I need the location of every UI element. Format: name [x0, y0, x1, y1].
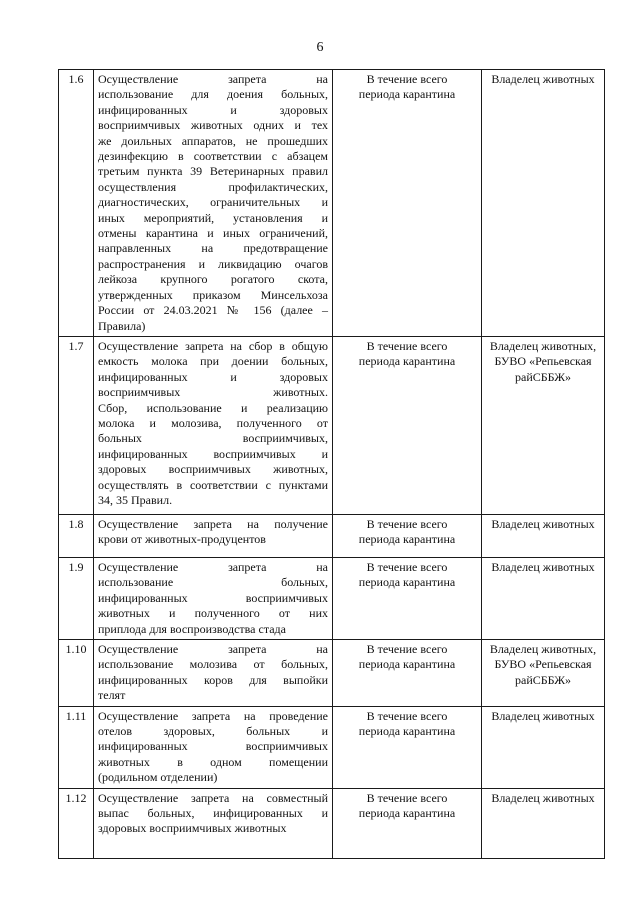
measure-description: [94, 70, 333, 337]
measure-term: [333, 639, 482, 706]
description-line: Правила): [98, 318, 146, 333]
measures-table-body: [59, 70, 605, 859]
description-line: утвержденных приказом Минсельхоза: [98, 287, 328, 302]
description-line: здоровых восприимчивых животных: [98, 821, 287, 836]
description-line: Сбор, использование и реализацию: [98, 400, 328, 415]
measure-term: [333, 706, 482, 788]
row-number: 1.9: [59, 557, 94, 639]
responsible-line: райСББЖ»: [515, 369, 571, 384]
term-line: периода карантина: [358, 657, 456, 672]
description-line: восприимчивых животных.: [98, 385, 328, 400]
measure-description: [94, 706, 333, 788]
responsible-line: Владелец животных: [491, 516, 595, 531]
term-line: В течение всего: [366, 641, 448, 656]
description-line: диагностических, ограничительных и: [98, 195, 328, 210]
term-line: периода карантина: [358, 723, 456, 738]
row-number: 1.6: [59, 70, 94, 337]
responsible-line: Владелец животных: [491, 72, 595, 86]
description-line: емкость молока при доении больных,: [98, 354, 328, 369]
measure-responsible: [482, 557, 605, 639]
description-line: иных мероприятий, установления и: [98, 210, 328, 225]
responsible-line: Владелец животных,: [489, 338, 597, 353]
description-line: Осуществление запрета на получение: [98, 516, 328, 531]
row-number: 1.8: [59, 514, 94, 557]
description-line: же доильных аппаратов, не прошедших: [98, 133, 328, 148]
description-line: отмены карантина и иных ограничений,: [98, 226, 328, 241]
row-number: 1.7: [59, 336, 94, 514]
term-line: периода карантина: [358, 87, 456, 102]
description-line: (родильном отделении): [98, 770, 218, 785]
term-line: периода карантина: [358, 354, 456, 369]
description-line: инфицированных и здоровых: [98, 369, 328, 384]
responsible-line: Владелец животных,: [489, 641, 597, 656]
description-line: Осуществление запрета на сбор в общую: [98, 338, 328, 353]
description-line: животных и полученного от них: [98, 606, 328, 621]
description-line: осуществлять в соответствии с пунктами: [98, 477, 328, 492]
description-line: Осуществление запрета на: [98, 559, 328, 574]
measure-description: [94, 557, 333, 639]
page-number: 6: [316, 40, 324, 55]
description-line: использование молозива от больных,: [98, 657, 328, 672]
measure-term: [333, 70, 482, 337]
description-line: использование больных,: [98, 575, 328, 590]
term-line: В течение всего: [366, 338, 448, 353]
measure-responsible: [482, 336, 605, 514]
description-line: инфицированных восприимчивых и: [98, 446, 328, 461]
measure-responsible: [482, 788, 605, 858]
description-line: Осуществление запрета на проведение: [98, 708, 328, 723]
measure-term: [333, 557, 482, 639]
description-line: восприимчивых животных одних и тех: [98, 118, 328, 133]
term-line: периода карантина: [358, 575, 456, 590]
responsible-line: Владелец животных: [491, 708, 595, 723]
measure-term: [333, 514, 482, 557]
description-line: третьим пункта 39 Ветеринарных правил: [98, 164, 328, 179]
description-line: выпас больных, инфицированных и: [98, 806, 328, 820]
term-line: В течение всего: [366, 72, 448, 86]
table-row: [59, 514, 605, 557]
term-line: В течение всего: [366, 708, 448, 723]
table-row: [59, 706, 605, 788]
measure-responsible: [482, 706, 605, 788]
description-line: инфицированных восприимчивых: [98, 590, 328, 605]
description-line: использование для доения больных,: [98, 87, 328, 102]
description-line: телят: [98, 688, 126, 703]
measure-description: [94, 514, 333, 557]
term-line: периода карантина: [358, 806, 456, 820]
responsible-line: БУВО «Репьевская: [494, 657, 592, 672]
term-line: периода карантина: [358, 532, 456, 547]
description-line: Осуществление запрета на: [98, 72, 328, 86]
term-line: В течение всего: [366, 790, 448, 805]
description-line: осуществления профилактических,: [98, 179, 328, 194]
description-line: отелов здоровых, больных и: [98, 723, 328, 738]
measure-description: [94, 788, 333, 858]
description-line: направленных на предотвращение: [98, 241, 328, 256]
description-line: Осуществление запрета на совместный: [98, 790, 328, 805]
description-line: Осуществление запрета на: [98, 641, 328, 656]
row-number: 1.12: [59, 788, 94, 858]
description-line: 34, 35 Правил.: [98, 492, 173, 507]
description-line: животных в одном помещении: [98, 754, 328, 769]
description-line: России от 24.03.2021 № 156 (далее –: [98, 303, 328, 318]
description-line: инфицированных восприимчивых: [98, 739, 328, 754]
responsible-line: райСББЖ»: [515, 672, 571, 687]
responsible-line: Владелец животных: [491, 559, 595, 574]
measure-responsible: [482, 514, 605, 557]
term-line: В течение всего: [366, 559, 448, 574]
measure-responsible: [482, 70, 605, 337]
table-row: [59, 336, 605, 514]
description-line: здоровых восприимчивых животных,: [98, 462, 328, 477]
description-line: молока и молозива, полученного от: [98, 415, 328, 430]
description-line: инфицированных и здоровых: [98, 102, 328, 117]
measure-description: [94, 336, 333, 514]
responsible-line: БУВО «Репьевская: [494, 354, 592, 369]
measure-description: [94, 639, 333, 706]
table-row: [59, 639, 605, 706]
measure-term: [333, 788, 482, 858]
measure-term: [333, 336, 482, 514]
description-line: лейкоза крупного рогатого скота,: [98, 272, 328, 287]
table-row: [59, 788, 605, 858]
term-line: В течение всего: [366, 516, 448, 531]
measure-responsible: [482, 639, 605, 706]
description-line: инфицированных коров для выпойки: [98, 672, 328, 687]
description-line: крови от животных-продуцентов: [98, 532, 266, 547]
description-line: распространения и ликвидацию очагов: [98, 256, 328, 271]
responsible-line: Владелец животных: [491, 790, 595, 805]
row-number: 1.11: [59, 706, 94, 788]
description-line: приплода для воспроизводства стада: [98, 621, 286, 636]
table-row: [59, 557, 605, 639]
row-number: 1.10: [59, 639, 94, 706]
measures-table: [58, 69, 605, 859]
description-line: больных восприимчивых,: [98, 431, 328, 446]
description-line: дезинфекцию в соответствии с абзацем: [98, 149, 328, 164]
table-row: [59, 70, 605, 337]
